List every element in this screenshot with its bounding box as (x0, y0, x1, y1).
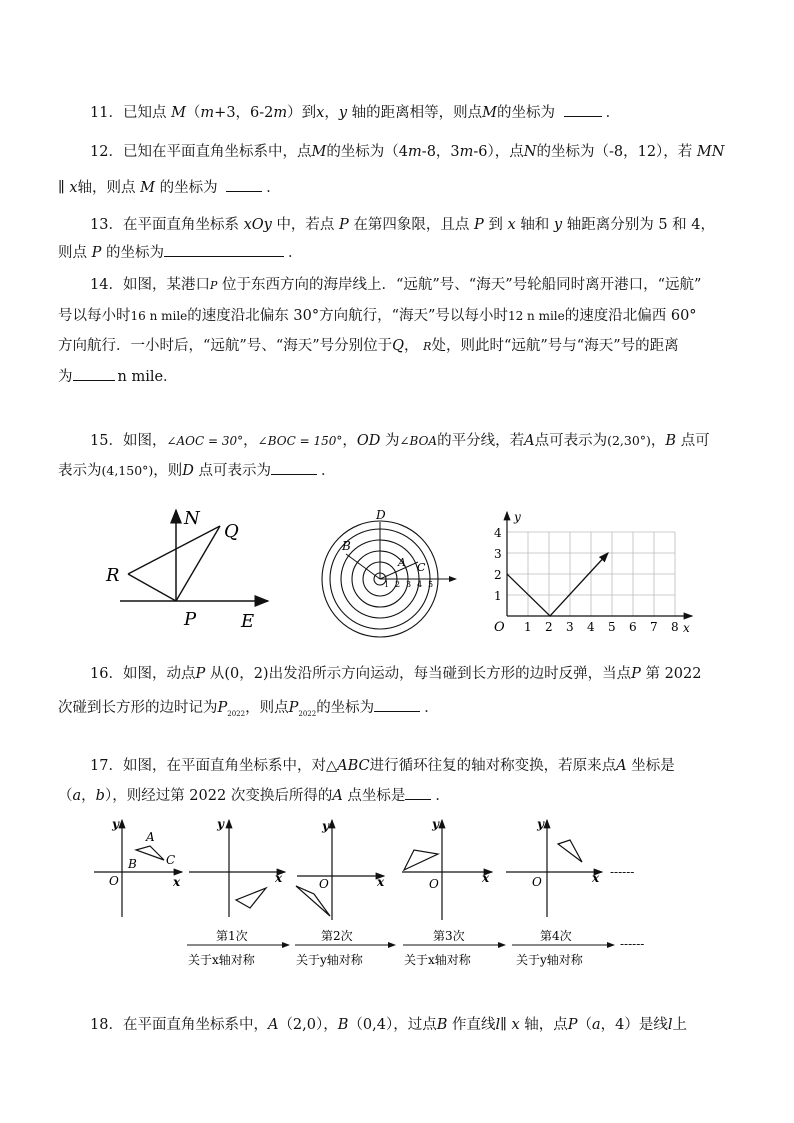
tick-label: 4 (417, 580, 423, 589)
segment-pr (128, 574, 176, 601)
label-r: R (106, 565, 120, 586)
panel-step-4 (506, 817, 602, 917)
y-tick-label: 3 (494, 547, 502, 561)
panel-step-3 (402, 817, 492, 920)
y-tick-label: 4 (494, 526, 502, 540)
label-o: O (494, 620, 505, 634)
label-y: y (432, 817, 439, 831)
triangle-abc (136, 846, 164, 860)
polar-target-figure (318, 504, 464, 638)
triangle (558, 840, 582, 862)
label-y: y (537, 817, 544, 831)
label-o: O (532, 875, 542, 889)
triangle (404, 850, 438, 870)
step-count: 第4次 (540, 929, 572, 943)
label-o: O (109, 874, 119, 888)
continuation-dots: ------ (620, 937, 645, 951)
label-a: A (146, 830, 155, 844)
label-y: y (112, 817, 119, 831)
step-desc: 关于x轴对称 (188, 953, 255, 967)
x-tick-label: 4 (587, 620, 595, 634)
label-d: D (376, 508, 386, 522)
tick-label: 1 (384, 580, 390, 589)
step-desc: 关于x轴对称 (404, 953, 471, 967)
x-tick-label: 3 (566, 620, 574, 634)
question-12: 12．已知在平面直角坐标系中，点M的坐标为（4m-8，3m-6），点N的坐标为（-8，12），若 MN ∥ x轴，则点 M 的坐标为 ． (58, 144, 725, 196)
panel-step-1 (189, 817, 285, 917)
bounce-path (507, 553, 608, 616)
tick-label: 2 (395, 580, 401, 589)
label-q: Q (224, 521, 239, 542)
triangle (236, 888, 266, 908)
grid (507, 532, 675, 616)
label-c: C (417, 561, 426, 574)
x-tick-label: 1 (524, 620, 532, 634)
x-tick-label: 5 (608, 620, 616, 634)
label-y: y (217, 817, 224, 831)
question-17: 17．如图，在平面直角坐标系中，对△ABC进行循环往复的轴对称变换，若原来点A 坐标是 （a，b），则经过第 2022 次变换后所得的A 点坐标是 ． (58, 758, 675, 804)
answer-blank[interactable] (164, 242, 284, 257)
answer-blank[interactable] (271, 460, 317, 475)
x-tick-label: 6 (629, 620, 637, 634)
answer-blank[interactable] (374, 697, 420, 712)
answer-blank[interactable] (405, 785, 431, 800)
question-11: 11．已知点 M（m+3，6-2m）到x，y 轴的距离相等，则点M的坐标为 ． (58, 98, 748, 128)
symmetry-sequence-figure (92, 812, 692, 974)
question-16: 16．如图，动点P 从(0，2)出发沿所示方向运动，每当碰到长方形的边时反弹，当点P 第 2022 次碰到长方形的边时记为$P_{2022}$，则点$P_{2022}$的坐标为 ． (58, 666, 702, 718)
step-count: 第3次 (433, 929, 465, 943)
label-x: x (482, 871, 490, 885)
label-o: O (319, 877, 329, 891)
answer-blank[interactable] (73, 366, 115, 381)
label-e: E (241, 611, 255, 632)
x-tick-label: 8 (671, 620, 679, 634)
step-count: 第1次 (216, 929, 248, 943)
continuation-dots: ------ (610, 865, 635, 879)
label-b: B (342, 539, 351, 553)
panel-step-2 (296, 819, 385, 920)
tick-label: 3 (406, 580, 412, 589)
x-tick-label: 2 (545, 620, 553, 634)
question-18: 18．在平面直角坐标系中，A（2,0），B（0,4），过点B 作直线l∥ x 轴，点P（a，4）是线l上 (90, 1017, 688, 1033)
question-15: 15．如图，∠AOC = 30°，∠BOC = 150°，OD 为∠BOA的平分线，若A点可表示为(2,30°)，B 点可 表示为(4,150°)，则D 点可表示为 ． (58, 433, 710, 479)
ship-route-figure (100, 504, 280, 634)
panel-original (94, 817, 182, 917)
label-o: O (429, 877, 439, 891)
step-count: 第2次 (321, 929, 353, 943)
label-c: C (166, 853, 176, 867)
label-b: B (128, 857, 137, 871)
answer-blank[interactable] (564, 102, 602, 117)
step-desc: 关于y轴对称 (296, 953, 363, 967)
y-tick-label: 2 (494, 568, 502, 582)
x-tick-label: 7 (650, 620, 658, 634)
label-p: P (184, 609, 197, 630)
label-x: x (592, 871, 600, 885)
label-x: x (173, 875, 181, 889)
tick-label: 5 (428, 580, 434, 589)
bounce-grid-figure (484, 506, 696, 634)
label-a: A (398, 556, 406, 569)
label-x: x (275, 871, 283, 885)
label-y: y (514, 510, 521, 524)
label-x: x (683, 621, 690, 634)
label-x: x (377, 875, 385, 889)
label-y: y (322, 819, 329, 833)
question-13: 13．在平面直角坐标系 xOy 中，若点 P 在第四象限，且点 P 到 x 轴和 y 轴距离分别为 5 和 4， 则点 P 的坐标为 ． (58, 217, 716, 261)
step-desc: 关于y轴对称 (516, 953, 583, 967)
question-14: 14．如图，某港口P 位于东西方向的海岸线上．“远航”号、“海天”号轮船同时离开港口，“远航” 号以每小时16 n mile的速度沿北偏东 30°方向航行，“海天”号以每小时12 n mile的速度沿北偏西 60° 方向航行．一小时后，“远航”号、“海天”号分别位于Q， R处，则此时“远航”号与“海天”号的距离 为 n mile． (58, 277, 702, 385)
answer-blank[interactable] (226, 177, 262, 192)
y-tick-label: 1 (494, 589, 502, 603)
label-n: N (184, 508, 200, 529)
